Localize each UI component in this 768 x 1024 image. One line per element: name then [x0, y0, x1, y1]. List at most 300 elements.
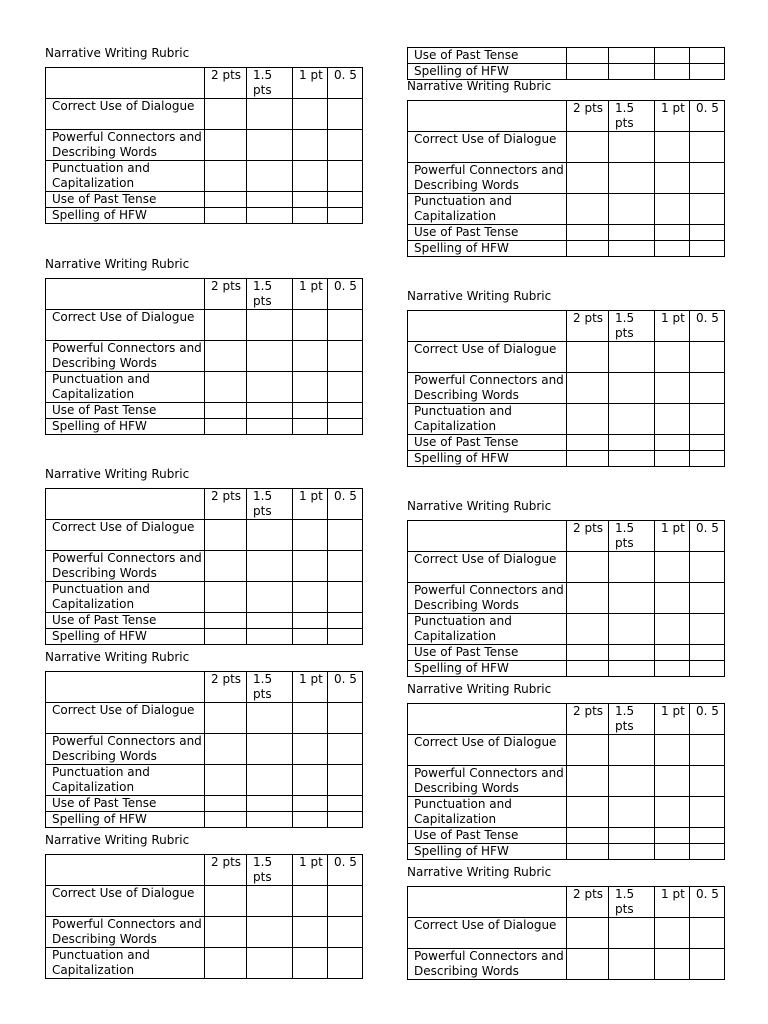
criterion-row [408, 949, 725, 980]
criterion-label: Use of Past Tense [46, 192, 205, 208]
rubric-title: Narrative Writing Rubric [45, 833, 190, 847]
score-cell [690, 844, 725, 860]
rubric-table [45, 671, 363, 828]
criterion-label: Correct Use of Dialogue [46, 886, 205, 917]
criterion-row [46, 520, 363, 551]
rubric-block [407, 499, 724, 677]
score-cell [655, 163, 690, 194]
criterion-row [46, 130, 363, 161]
header-row [46, 489, 363, 520]
criterion-row [408, 163, 725, 194]
rubric-block [45, 650, 362, 828]
score-cell [567, 552, 609, 583]
score-header-cell: 1 pt [655, 521, 690, 552]
criterion-label: Spelling of HFW [408, 451, 567, 467]
score-cell [328, 99, 363, 130]
score-cell [655, 918, 690, 949]
score-header-cell: 2 pts [567, 887, 609, 918]
score-cell [655, 949, 690, 980]
score-cell [293, 419, 328, 435]
rubric-block [45, 257, 362, 435]
criterion-label: Use of Past Tense [408, 828, 567, 844]
criterion-label: Powerful Connectors and Describing Words [46, 130, 205, 161]
score-cell [609, 64, 655, 80]
score-cell [205, 613, 247, 629]
score-header-cell: 1 pt [293, 855, 328, 886]
score-cell [247, 613, 293, 629]
score-cell [655, 241, 690, 257]
score-cell [690, 661, 725, 677]
score-cell [609, 645, 655, 661]
rubric-block [45, 833, 362, 979]
score-cell [328, 629, 363, 645]
score-cell [609, 194, 655, 225]
score-cell [247, 582, 293, 613]
score-cell [690, 132, 725, 163]
score-cell [205, 403, 247, 419]
criterion-row [408, 48, 725, 64]
score-header-cell: 2 pts [205, 672, 247, 703]
score-cell [655, 583, 690, 614]
criterion-row [408, 552, 725, 583]
score-cell [567, 949, 609, 980]
score-cell [328, 948, 363, 979]
score-cell [567, 797, 609, 828]
criterion-label: Correct Use of Dialogue [408, 342, 567, 373]
header-blank-cell [408, 887, 567, 918]
rubric-table [45, 278, 363, 435]
score-cell [690, 552, 725, 583]
score-cell [328, 796, 363, 812]
score-cell [690, 241, 725, 257]
score-cell [205, 582, 247, 613]
score-header-cell: 1.5 pts [609, 887, 655, 918]
score-cell [247, 372, 293, 403]
score-cell [655, 828, 690, 844]
score-header-cell: 1 pt [293, 279, 328, 310]
score-cell [328, 419, 363, 435]
score-cell [328, 765, 363, 796]
criterion-row [46, 99, 363, 130]
criterion-row [46, 403, 363, 419]
score-cell [205, 208, 247, 224]
score-cell [609, 451, 655, 467]
score-cell [293, 703, 328, 734]
criterion-row [408, 797, 725, 828]
criterion-row [408, 194, 725, 225]
score-header-cell: 2 pts [205, 68, 247, 99]
criterion-row [46, 551, 363, 582]
score-cell [609, 132, 655, 163]
criterion-row [46, 208, 363, 224]
criterion-label: Correct Use of Dialogue [46, 520, 205, 551]
criterion-row [408, 241, 725, 257]
score-cell [609, 552, 655, 583]
score-cell [567, 64, 609, 80]
score-cell [609, 844, 655, 860]
score-cell [690, 735, 725, 766]
score-header-cell: 1 pt [293, 672, 328, 703]
score-cell [328, 734, 363, 765]
score-cell [293, 403, 328, 419]
score-cell [690, 342, 725, 373]
header-row [46, 279, 363, 310]
score-cell [328, 703, 363, 734]
score-cell [690, 614, 725, 645]
rubric-title: Narrative Writing Rubric [407, 79, 552, 93]
score-cell [205, 948, 247, 979]
rubric-title: Narrative Writing Rubric [407, 289, 552, 303]
score-cell [567, 766, 609, 797]
score-cell [247, 99, 293, 130]
score-cell [567, 132, 609, 163]
rubric-block [45, 46, 362, 224]
criterion-row [46, 765, 363, 796]
score-cell [655, 614, 690, 645]
score-cell [655, 194, 690, 225]
header-blank-cell [46, 68, 205, 99]
score-header-cell: 2 pts [205, 279, 247, 310]
criterion-label: Punctuation and Capitalization [408, 614, 567, 645]
score-cell [328, 403, 363, 419]
score-cell [328, 310, 363, 341]
criterion-label: Spelling of HFW [46, 208, 205, 224]
score-cell [205, 341, 247, 372]
score-cell [655, 48, 690, 64]
score-cell [609, 225, 655, 241]
rubric-table [407, 703, 725, 860]
score-header-cell: 2 pts [567, 311, 609, 342]
score-cell [247, 192, 293, 208]
score-header-cell: 1 pt [655, 704, 690, 735]
score-cell [205, 812, 247, 828]
score-cell [205, 372, 247, 403]
score-cell [247, 161, 293, 192]
score-cell [690, 225, 725, 241]
score-cell [328, 551, 363, 582]
criterion-label: Use of Past Tense [408, 645, 567, 661]
score-cell [567, 241, 609, 257]
criterion-row [46, 372, 363, 403]
score-cell [609, 435, 655, 451]
score-cell [609, 828, 655, 844]
rubric-title: Narrative Writing Rubric [407, 682, 552, 696]
score-cell [609, 614, 655, 645]
score-cell [247, 403, 293, 419]
score-cell [293, 372, 328, 403]
score-cell [690, 373, 725, 404]
score-cell [293, 796, 328, 812]
header-blank-cell [46, 279, 205, 310]
criterion-label: Correct Use of Dialogue [408, 552, 567, 583]
criterion-label: Punctuation and Capitalization [408, 404, 567, 435]
header-blank-cell [46, 672, 205, 703]
score-cell [567, 614, 609, 645]
rubric-table [45, 488, 363, 645]
criterion-row [46, 796, 363, 812]
criterion-row [408, 766, 725, 797]
criterion-label: Use of Past Tense [46, 796, 205, 812]
score-cell [205, 629, 247, 645]
criterion-row [46, 310, 363, 341]
score-cell [247, 886, 293, 917]
score-cell [328, 130, 363, 161]
criterion-label: Spelling of HFW [408, 844, 567, 860]
rubric-block [407, 865, 724, 980]
score-cell [328, 520, 363, 551]
criterion-label: Use of Past Tense [408, 48, 567, 64]
score-cell [205, 520, 247, 551]
score-cell [328, 812, 363, 828]
score-cell [205, 130, 247, 161]
score-header-cell: 1.5 pts [609, 521, 655, 552]
header-blank-cell [408, 311, 567, 342]
header-row [408, 101, 725, 132]
criterion-label: Punctuation and Capitalization [408, 194, 567, 225]
score-header-cell: 1.5 pts [247, 279, 293, 310]
score-cell [567, 828, 609, 844]
score-cell [293, 520, 328, 551]
score-header-cell: 0. 5 [690, 101, 725, 132]
score-cell [690, 435, 725, 451]
header-blank-cell [408, 101, 567, 132]
score-header-cell: 1 pt [655, 311, 690, 342]
score-header-cell: 0. 5 [690, 521, 725, 552]
criterion-label: Correct Use of Dialogue [46, 310, 205, 341]
header-row [46, 68, 363, 99]
score-cell [567, 48, 609, 64]
criterion-row [408, 404, 725, 435]
score-cell [293, 886, 328, 917]
score-cell [655, 552, 690, 583]
score-header-cell: 1 pt [655, 101, 690, 132]
score-cell [205, 765, 247, 796]
score-cell [567, 661, 609, 677]
criterion-row [46, 917, 363, 948]
score-cell [567, 225, 609, 241]
criterion-row [46, 629, 363, 645]
header-row [46, 855, 363, 886]
score-cell [328, 582, 363, 613]
rubric-block [407, 289, 724, 467]
score-cell [567, 373, 609, 404]
header-row [408, 521, 725, 552]
score-cell [293, 192, 328, 208]
score-cell [609, 661, 655, 677]
score-cell [293, 734, 328, 765]
criterion-row [408, 614, 725, 645]
score-cell [247, 812, 293, 828]
score-cell [567, 404, 609, 435]
score-cell [690, 64, 725, 80]
score-cell [247, 703, 293, 734]
score-cell [247, 917, 293, 948]
score-cell [690, 48, 725, 64]
score-cell [247, 948, 293, 979]
criterion-row [46, 886, 363, 917]
rubric-table [45, 67, 363, 224]
rubric-table [407, 886, 725, 980]
score-cell [205, 703, 247, 734]
score-cell [205, 917, 247, 948]
rubric-title: Narrative Writing Rubric [407, 865, 552, 879]
score-header-cell: 0. 5 [328, 489, 363, 520]
score-cell [567, 194, 609, 225]
score-cell [293, 341, 328, 372]
criterion-label: Correct Use of Dialogue [408, 918, 567, 949]
score-cell [328, 886, 363, 917]
criterion-label: Punctuation and Capitalization [46, 582, 205, 613]
score-cell [293, 917, 328, 948]
score-header-cell: 1 pt [293, 68, 328, 99]
criterion-row [408, 918, 725, 949]
rubric-block [407, 79, 724, 257]
score-cell [567, 645, 609, 661]
score-cell [205, 161, 247, 192]
header-blank-cell [46, 855, 205, 886]
score-cell [247, 419, 293, 435]
rubric-table [407, 520, 725, 677]
score-header-cell: 1.5 pts [247, 672, 293, 703]
score-cell [293, 948, 328, 979]
score-cell [690, 163, 725, 194]
score-cell [247, 734, 293, 765]
criterion-row [408, 451, 725, 467]
rubric-table [45, 854, 363, 979]
rubric-title: Narrative Writing Rubric [45, 257, 190, 271]
criterion-row [46, 192, 363, 208]
score-cell [690, 194, 725, 225]
score-cell [247, 629, 293, 645]
score-cell [205, 886, 247, 917]
score-header-cell: 0. 5 [690, 311, 725, 342]
score-cell [205, 551, 247, 582]
score-cell [609, 949, 655, 980]
criterion-label: Punctuation and Capitalization [46, 948, 205, 979]
score-cell [609, 48, 655, 64]
score-header-cell: 1 pt [655, 887, 690, 918]
score-cell [567, 163, 609, 194]
score-cell [293, 613, 328, 629]
rubric-block [407, 47, 724, 80]
score-header-cell: 1.5 pts [247, 489, 293, 520]
score-cell [293, 629, 328, 645]
score-header-cell: 2 pts [567, 101, 609, 132]
score-cell [567, 735, 609, 766]
score-cell [690, 766, 725, 797]
score-cell [567, 918, 609, 949]
header-blank-cell [46, 489, 205, 520]
header-row [46, 672, 363, 703]
score-cell [293, 310, 328, 341]
score-header-cell: 1 pt [293, 489, 328, 520]
criterion-row [408, 225, 725, 241]
rubric-title: Narrative Writing Rubric [45, 46, 190, 60]
criterion-row [408, 435, 725, 451]
score-cell [205, 310, 247, 341]
score-cell [205, 796, 247, 812]
score-cell [609, 163, 655, 194]
header-blank-cell [408, 704, 567, 735]
criterion-label: Punctuation and Capitalization [46, 765, 205, 796]
criterion-label: Correct Use of Dialogue [46, 99, 205, 130]
rubric-title: Narrative Writing Rubric [45, 467, 190, 481]
rubric-title: Narrative Writing Rubric [45, 650, 190, 664]
criterion-label: Punctuation and Capitalization [46, 372, 205, 403]
score-cell [690, 918, 725, 949]
score-header-cell: 0. 5 [328, 279, 363, 310]
score-header-cell: 0. 5 [328, 672, 363, 703]
score-cell [567, 435, 609, 451]
rubric-block [407, 682, 724, 860]
score-cell [328, 341, 363, 372]
score-header-cell: 0. 5 [690, 887, 725, 918]
score-cell [293, 765, 328, 796]
score-cell [690, 949, 725, 980]
score-cell [247, 796, 293, 812]
header-row [408, 311, 725, 342]
criterion-label: Powerful Connectors and Describing Words [46, 341, 205, 372]
score-cell [247, 551, 293, 582]
criterion-label: Powerful Connectors and Describing Words [46, 551, 205, 582]
criterion-row [408, 661, 725, 677]
criterion-row [408, 844, 725, 860]
score-header-cell: 0. 5 [328, 855, 363, 886]
score-cell [328, 613, 363, 629]
criterion-label: Spelling of HFW [46, 812, 205, 828]
criterion-row [46, 161, 363, 192]
score-cell [655, 64, 690, 80]
score-cell [690, 828, 725, 844]
score-cell [609, 797, 655, 828]
rubric-title: Narrative Writing Rubric [407, 499, 552, 513]
header-row [408, 704, 725, 735]
criterion-label: Use of Past Tense [46, 403, 205, 419]
criterion-label: Powerful Connectors and Describing Words [408, 583, 567, 614]
criterion-label: Powerful Connectors and Describing Words [408, 373, 567, 404]
score-header-cell: 2 pts [205, 855, 247, 886]
criterion-label: Use of Past Tense [46, 613, 205, 629]
score-cell [328, 161, 363, 192]
score-cell [655, 766, 690, 797]
criterion-label: Powerful Connectors and Describing Words [408, 163, 567, 194]
criterion-label: Punctuation and Capitalization [46, 161, 205, 192]
criterion-row [46, 734, 363, 765]
score-cell [293, 208, 328, 224]
criterion-label: Powerful Connectors and Describing Words [408, 949, 567, 980]
score-cell [690, 404, 725, 435]
rubric-table [407, 310, 725, 467]
criterion-row [408, 64, 725, 80]
score-cell [655, 645, 690, 661]
score-cell [690, 583, 725, 614]
score-cell [655, 451, 690, 467]
score-header-cell: 0. 5 [328, 68, 363, 99]
criterion-row [46, 703, 363, 734]
score-cell [609, 735, 655, 766]
score-cell [205, 734, 247, 765]
score-cell [567, 451, 609, 467]
score-cell [247, 208, 293, 224]
criterion-label: Correct Use of Dialogue [46, 703, 205, 734]
criterion-label: Spelling of HFW [408, 241, 567, 257]
score-cell [293, 130, 328, 161]
criterion-row [408, 583, 725, 614]
score-cell [205, 99, 247, 130]
score-cell [609, 404, 655, 435]
score-cell [609, 241, 655, 257]
rubric-table [407, 100, 725, 257]
